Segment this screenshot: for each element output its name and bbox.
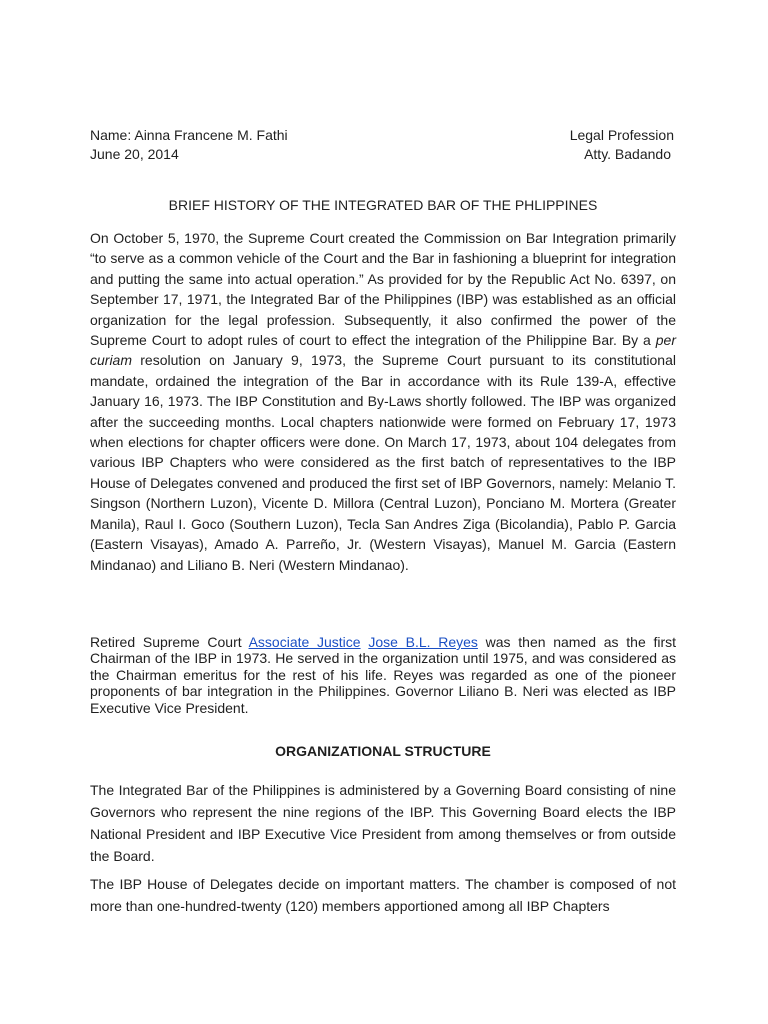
paragraph-text-part1: On October 5, 1970, the Supreme Court created the Commission on Bar Integration primarily “to serve as a common vehicle of the Court and the Bar in fashioning a blueprint for integration and putting the same into actual operation.” As provided for by the Republic Act No. 6397, on September 17, 1971, the Integrated Bar of the Philippines (IBP) was established as an official organization for the legal profession. Subsequently, it also confirmed the power of the Supreme Court to adopt rules of court to effect the integration of the Philippine Bar. By a	[90, 230, 676, 349]
associate-justice-link[interactable]: Associate Justice	[248, 634, 361, 650]
instructor-name: Atty. Badando	[584, 146, 671, 162]
house-of-delegates-paragraph: The IBP House of Delegates decide on important matters. The chamber is composed of not more than one-hundred-twenty (120) members apportioned among all IBP Chapters	[90, 876, 676, 914]
paragraph-prefix: Retired Supreme Court	[90, 634, 249, 650]
history-paragraph	[90, 228, 676, 575]
submission-date: June 20, 2014	[90, 146, 179, 162]
document-title: BRIEF HISTORY OF THE INTEGRATED BAR OF THE PHLIPPINES	[168, 197, 598, 213]
jose-reyes-link[interactable]: Jose B.L. Reyes	[368, 634, 478, 650]
governing-board-paragraph: The Integrated Bar of the Philippines is administered by a Governing Board consisting of nine Governors who represent the nine regions of the IBP. This Governing Board elects the IBP National President and IBP Executive Vice President from among themselves or from outside the Board.	[90, 782, 676, 864]
chairman-paragraph	[90, 634, 676, 716]
section-heading: ORGANIZATIONAL STRUCTURE	[275, 743, 491, 759]
italic-term: per curiam	[90, 332, 676, 369]
course-info	[570, 126, 674, 164]
student-name: Name: Ainna Francene M. Fathi	[90, 127, 288, 143]
student-info	[90, 126, 288, 164]
course-name: Legal Profession	[569, 127, 674, 143]
paragraph-suffix: was then named as the first Chairman of the IBP in 1973. He served in the organization until 1975, and was considered as the Chairman emeritus for the rest of his life. Reyes was regarded as one of the pioneer proponents of bar integration in the Philippines. Governor Liliano B. Neri was elected as IBP Executive Vice President.	[90, 634, 677, 716]
paragraph-text-part2: resolution on January 9, 1973, the Supreme Court pursuant to its constitutional mandate, ordained the integration of the Bar in accordance with its Rule 139-A, effective January 16, 1973. The IBP Constitution and By-Laws shortly followed. The IBP was organized after the succeeding months. Local chapters nationwide were formed on February 17, 1973 when elections for chapter officers were done. On March 17, 1973, about 104 delegates from various IBP Chapters who were considered as the first batch of representatives to the IBP House of Delegates convened and produced the first set of IBP Governors, namely: Melanio T. Singson (Northern Luzon), Vicente D. Millora (Central Luzon), Ponciano M. Mortera (Greater Manila), Raul I. Goco (Southern Luzon), Tecla San Andres Ziga (Bicolandia), Pablo P. Garcia (Eastern Visayas), Amado A. Parreño, Jr. (Western Visayas), Manuel M. Garcia (Eastern Mindanao) and Liliano B. Neri (Western Mindanao).	[90, 352, 676, 573]
